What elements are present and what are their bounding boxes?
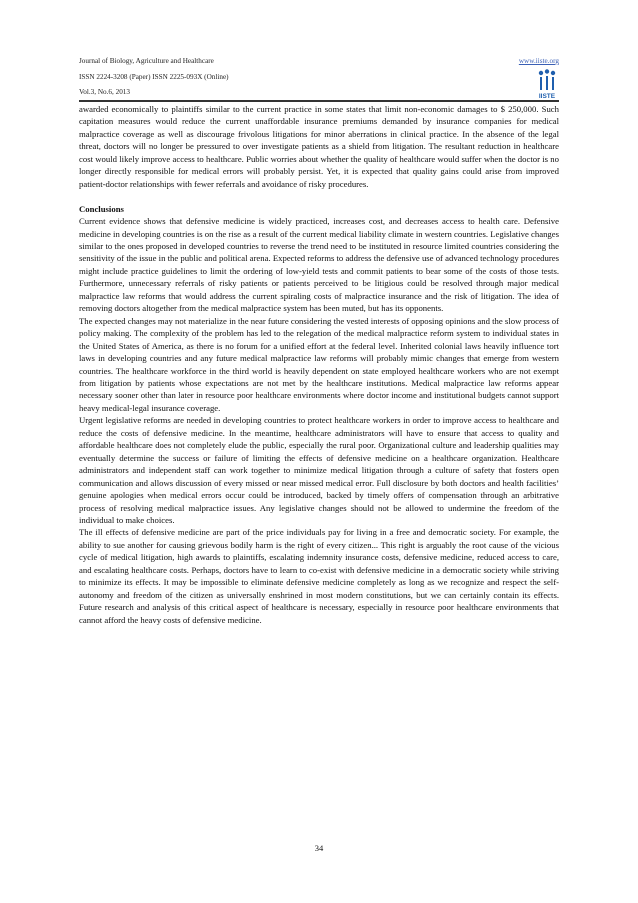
paragraph: Current evidence shows that defensive medicine is widely practiced, increases cost, and decreases access to health care. Defensive medicine in developing countries is on the rise as a result of the current medical liability climate in western countries. Legislative changes similar to the ones proposed in developed countries to reverse the trend need to be instituted in resource limited countries considering the sensitivity of the issue in the public and political arena. Expected reforms to address the defensive use of advanced technology procedures might include practice guidelines to limit the ordering of low-yield tests and commit patients to bear some of the costs of those tests. Furthermore, unnecessary referrals of risky patients or patients perceived to be litigious could be resolved through major medical malpractice law reforms that would address the current spiraling costs of malpractice insurance and the risk of litigation. The idea of removing doctors altogether from the medical malpractice system has been muted, but has its opponents. — [79, 216, 559, 314]
paragraph: The ill effects of defensive medicine are part of the price individuals pay for living in a free and democratic society. For example, the ability to sue another for causing grievous bodily harm is the right of every citizen... This right is arguably the root cause of the vicious cycle of medical litigation, high awards to plaintiffs, escalating indemnity insurance costs, defensive medicine, reduced access to care, and escalating healthcare costs. Perhaps, doctors have to learn to co-exist with defensive medicine in a democratic society while striving to minimize its effects. It may be impossible to eliminate defensive medicine completely as long as we recognize and respect the self-autonomy and freedom of the citizen as universally enshrined in most modern constitutions, but we can certainly contain its effects. Future research and analysis of this critical aspect of healthcare is necessary, especially in resource poor healthcare environments that cannot afford the heavy costs of defensive medicine. — [79, 527, 559, 625]
article-body — [79, 103, 559, 626]
paragraph: Urgent legislative reforms are needed in developing countries to protect healthcare workers in order to improve access to healthcare and reduce the costs of defensive medicine. In the meantime, healthcare administrators will have to ensure that access to quality and affordable healthcare does not completely elude the public, especially the rural poor. Organizational culture and leadership qualities may eventually determine the success or failure of limiting the effects of defensive medicine on a healthcare organization. Healthcare administrators and independent staff can work together to minimize medical litigation through a culture of safety that fosters open communication and allows discussion of every missed or near missed medical error. Full disclosure by both doctors and health facilities’ genuine apologies when medical errors occur could be introduced, backed by timely offers of compensation through an arbitrative process of resolving medical malpractice issues. Any legislative changes should not be allowed to undermine the freedom of the individual to make choices. — [79, 415, 559, 525]
paragraph: awarded economically to plaintiffs similar to the current practice in some states that limit non-economic damages to $ 250,000. Such capitation measures would reduce the current unaffordable insurance premiums demanded by insurance companies for medical malpractice coverage as well as discourage frivolous litigations for minor aberrations in clinical practice. In the absence of the legal threat, doctors will no longer be pressured to over investigate patients as a shield from litigation. The resultant reduction in healthcare cost would likely improve access to healthcare. Public worries about whether the quality of healthcare would suffer when the doctor is no longer directly responsible for medical errors will probably persist. Yet, it is expected that quality gains could arise from improved patient-doctor relationships with fewer referrals and avoidance of risky procedures. — [79, 104, 559, 189]
paragraph: The expected changes may not materialize in the near future considering the vested interests of opposing opinions and the slow process of policy making. The complexity of the problem has led to the relegation of the medical malpractice reform system to individual states in the United States of America, as there is no forum for a unified effort at the federal level. Inherited colonial laws heavily influence tort laws in developing countries and any future medical malpractice law reforms will probably mimic changes that emerge from western countries. The healthcare workforce in the third world is heavily dependent on state employed healthcare workers who are not exempt from litigation by patients whose expectations are not met by the healthcare institutions. Medical malpractice law reforms appear necessary sooner other than later in resource poor healthcare environments where doctor income and institutional budgets cannot support heavy medical-legal insurance coverage. — [79, 315, 559, 413]
journal-issn: ISSN 2224-3208 (Paper) ISSN 2225-093X (Online) — [79, 73, 229, 81]
header-rule — [79, 100, 559, 102]
section-heading-conclusions: Conclusions — [79, 203, 124, 214]
iiste-logo — [536, 68, 558, 100]
logo-text: IISTE — [538, 93, 556, 100]
page-number: 34 — [314, 843, 324, 853]
journal-title: Journal of Biology, Agriculture and Healthcare — [79, 57, 214, 65]
journal-url-link[interactable]: www.iiste.org — [518, 57, 559, 65]
journal-volume: Vol.3, No.6, 2013 — [79, 88, 130, 96]
